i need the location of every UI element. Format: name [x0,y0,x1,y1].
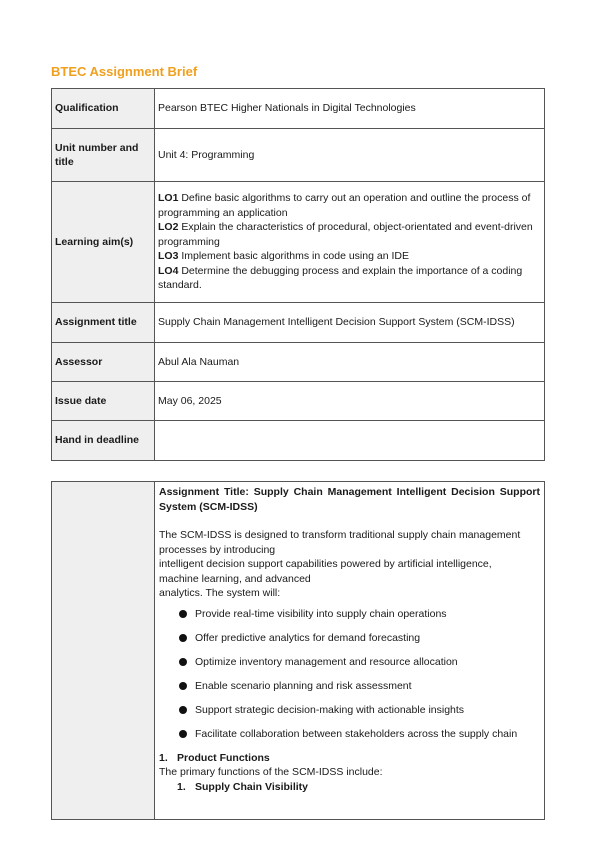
table-row [52,421,545,461]
assignment-title-label: Assignment title [52,303,155,343]
description-cell [155,482,545,820]
paragraph-line: analytics. The system will: [159,587,281,599]
lo-code: LO2 [158,221,179,234]
paragraph-line: machine learning, and advanced [159,572,311,585]
bullet-icon [179,730,187,738]
list-item: Enable scenario planning and risk assessment [159,679,540,694]
assignment-brief-table [51,88,545,461]
bullet-icon [179,610,187,618]
section-heading: 1. Product Functions [159,751,270,764]
list-item: Offer predictive analytics for demand forecasting [159,631,540,646]
learning-aim-lo4 [158,264,541,293]
table-row [52,382,545,421]
assessor-value: Abul Ala Nauman [155,343,545,382]
list-item: Facilitate collaboration between stakeholders across the supply chain [159,727,540,742]
lo-code: LO3 [158,250,179,263]
learning-aim-lo2 [158,220,541,249]
learning-aims-label: Learning aim(s) [52,182,155,303]
table-row [52,343,545,382]
learning-aims-value [155,182,545,303]
bullet-icon [179,682,187,690]
unit-value: Unit 4: Programming [155,129,545,182]
assignment-heading: Assignment Title: Supply Chain Management Intelligent Decision Support System (SCM-IDSS) [159,486,540,513]
document-title: BTEC Assignment Brief [51,64,198,79]
table-row [52,89,545,129]
assignment-title-value: Supply Chain Management Intelligent Decision Support System (SCM-IDSS) [155,303,545,343]
list-item: Optimize inventory management and resource allocation [159,655,540,670]
paragraph-line: processes by introducing [159,543,276,556]
intro-paragraph [159,528,540,601]
qualification-value: Pearson BTEC Higher Nationals in Digital Technologies [155,89,545,129]
bullet-icon [179,634,187,642]
bullet-icon [179,658,187,666]
unit-label: Unit number and title [52,129,155,182]
table-row [52,482,545,820]
lo-text: Define basic algorithms to carry out an operation and outline the process of programming an application [158,192,531,219]
list-item: Support strategic decision-making with actionable insights [159,703,540,718]
description-side-cell [52,482,155,820]
hand-in-label: Hand in deadline [52,421,155,461]
list-item: Provide real-time visibility into supply chain operations [159,607,540,622]
hand-in-value [155,421,545,461]
table-row [52,303,545,343]
lo-text: Determine the debugging process and explain the importance of a coding standard. [158,264,523,292]
paragraph-line: intelligent decision support capabilities powered by artificial intelligence, [159,558,492,570]
issue-date-value: May 06, 2025 [155,382,545,421]
capabilities-list [159,607,540,742]
assignment-description-table [51,481,545,820]
lo-text: Implement basic algorithms in code using an IDE [178,250,409,263]
lo-code: LO4 [158,264,179,277]
table-row [52,129,545,182]
learning-aim-lo3 [158,249,541,264]
lo-text: Explain the characteristics of procedural, object-orientated and event-driven programming [158,221,533,248]
table-row [52,182,545,303]
paragraph-line: The SCM-IDSS is designed to transform traditional supply chain management [159,529,521,541]
subsection-heading: 1. Supply Chain Visibility [177,780,308,793]
section-intro: The primary functions of the SCM-IDSS include: [159,766,383,778]
learning-aim-lo1 [158,191,541,220]
qualification-label: Qualification [52,89,155,129]
issue-date-label: Issue date [52,382,155,421]
bullet-icon [179,706,187,714]
assessor-label: Assessor [52,343,155,382]
lo-code: LO1 [158,192,179,205]
